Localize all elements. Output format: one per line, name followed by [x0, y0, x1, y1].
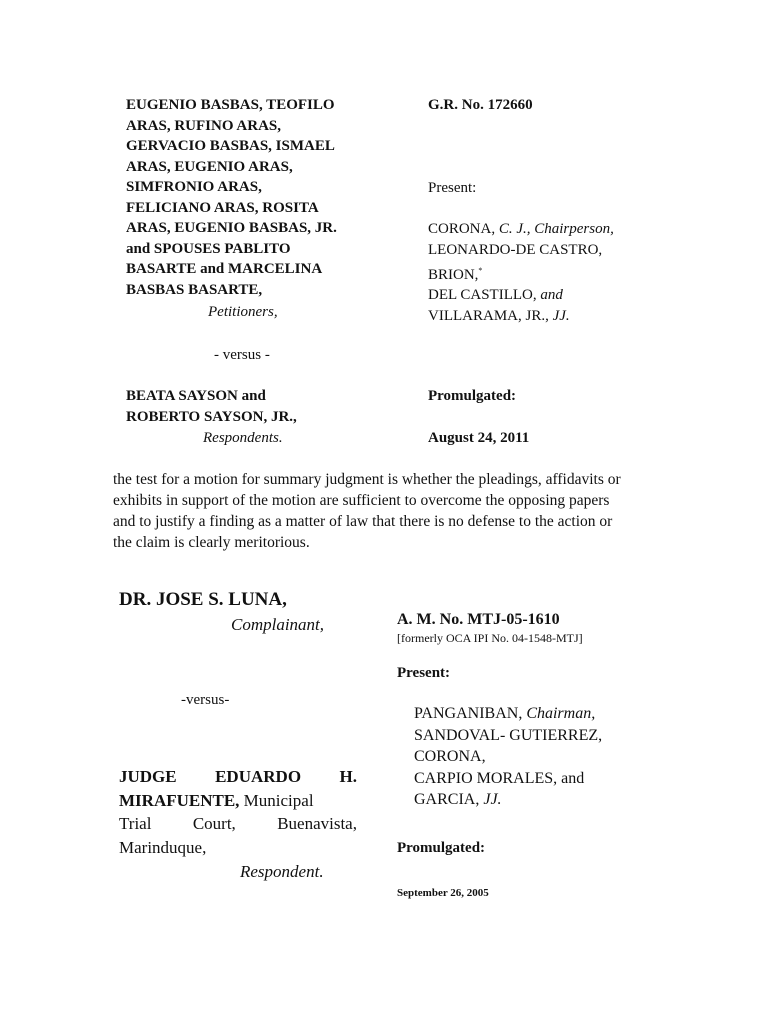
justice-title: Chairman,: [526, 705, 596, 722]
justices-list-2: [414, 703, 602, 811]
respondent-row: [119, 765, 357, 789]
petitioner-line: BASBAS BASARTE,: [126, 281, 263, 298]
petitioner-line: ARAS, EUGENIO BASBAS, JR.: [126, 220, 337, 236]
justice-name: SANDOVAL- GUTIERREZ,: [414, 726, 603, 744]
justice-line: [428, 306, 614, 327]
petitioner-line: SIMFRONIO ARAS,: [126, 179, 262, 195]
promulgation-date-2: September 26, 2005: [397, 887, 489, 899]
excerpt-line: the test for a motion for summary judgment is whether the pleadings, affidavits or: [113, 471, 621, 488]
justice-line: [414, 768, 602, 790]
respondent-row: [119, 812, 357, 836]
petitioners-block: [126, 95, 386, 300]
gr-number: G.R. No. 172660: [428, 97, 533, 113]
justice-name: CORONA,: [428, 221, 499, 237]
promulgated-label: Promulgated:: [428, 388, 517, 404]
respondent-line: ROBERTO SAYSON, JR.,: [126, 409, 297, 425]
respondent-word: Marinduque,: [119, 837, 207, 857]
respondent-word: JUDGE: [119, 767, 177, 786]
respondent-line: BEATA SAYSON and: [126, 388, 266, 404]
am-number: A. M. No. MTJ-05-1610: [397, 611, 560, 628]
respondent-surname: MIRAFUENTE,: [119, 790, 240, 810]
justice-line: [414, 789, 602, 811]
respondent-word: Municipal: [239, 790, 314, 810]
footnote-mark: *: [478, 265, 483, 275]
justice-name: PANGANIBAN,: [414, 705, 527, 722]
excerpt-line: the claim is clearly meritorious.: [113, 534, 310, 551]
excerpt-paragraph: [113, 469, 673, 553]
petitioners-role: Petitioners,: [208, 304, 278, 320]
justice-title: JJ.: [552, 308, 570, 325]
promulgated-label-2: Promulgated:: [397, 840, 486, 856]
justice-title: JJ.: [483, 791, 502, 808]
excerpt-line: and to justify a finding as a matter of law that there is no defense to the action or: [113, 513, 613, 530]
present-label-2: Present:: [397, 665, 451, 681]
justice-name: DEL CASTILLO,: [428, 287, 541, 304]
complainant-name: DR. JOSE S. LUNA,: [119, 589, 287, 610]
justice-name: VILLARAMA, JR.,: [428, 308, 553, 325]
excerpt-line: exhibits in support of the motion are sufficient to overcome the opposing papers: [113, 492, 610, 509]
respondent-block: [119, 765, 357, 859]
respondent-role: Respondent.: [240, 862, 324, 881]
justice-line: [428, 219, 614, 240]
petitioner-line: GERVACIO BASBAS, ISMAEL: [126, 138, 335, 154]
justice-name: CORONA,: [414, 748, 486, 765]
promulgation-date: August 24, 2011: [428, 430, 530, 446]
justice-name: LEONARDO-DE CASTRO,: [428, 241, 603, 258]
present-label: Present:: [428, 180, 477, 196]
justice-line: [414, 725, 602, 747]
respondent-row: [119, 836, 357, 860]
justices-list: [428, 219, 614, 327]
petitioner-line: BASARTE and MARCELINA: [126, 261, 323, 277]
versus-label: - versus -: [214, 347, 270, 363]
petitioner-line: EUGENIO BASBAS, TEOFILO: [126, 97, 335, 113]
petitioner-line: ARAS, EUGENIO ARAS,: [126, 158, 293, 175]
justice-line: [414, 703, 602, 725]
justice-name: GARCIA,: [414, 791, 484, 808]
justice-line: [428, 261, 614, 286]
justice-title: and: [540, 287, 563, 304]
respondent-row: [119, 789, 357, 813]
petitioner-line: ARAS, RUFINO ARAS,: [126, 117, 282, 134]
justice-line: [428, 285, 614, 306]
petitioner-line: and SPOUSES PABLITO: [126, 240, 291, 257]
justice-line: [414, 746, 602, 768]
respondent-word: H.: [339, 767, 357, 786]
versus-label-2: -versus-: [181, 692, 230, 708]
petitioner-line: FELICIANO ARAS, ROSITA: [126, 199, 319, 216]
respondent-word: Court,: [192, 814, 236, 833]
respondent-word: Trial: [119, 814, 152, 833]
respondent-word: EDUARDO: [215, 767, 302, 786]
respondent-word: Buenavista,: [277, 814, 357, 833]
justice-name: BRION,: [428, 266, 479, 283]
justice-line: [428, 240, 614, 261]
justice-title: C. J., Chairperson,: [498, 221, 614, 237]
justice-name: CARPIO MORALES, and: [414, 769, 585, 787]
complainant-role: Complainant,: [231, 615, 325, 634]
formerly-note: [formerly OCA IPI No. 04-1548-MTJ]: [397, 631, 583, 645]
respondents-role: Respondents.: [203, 430, 283, 446]
